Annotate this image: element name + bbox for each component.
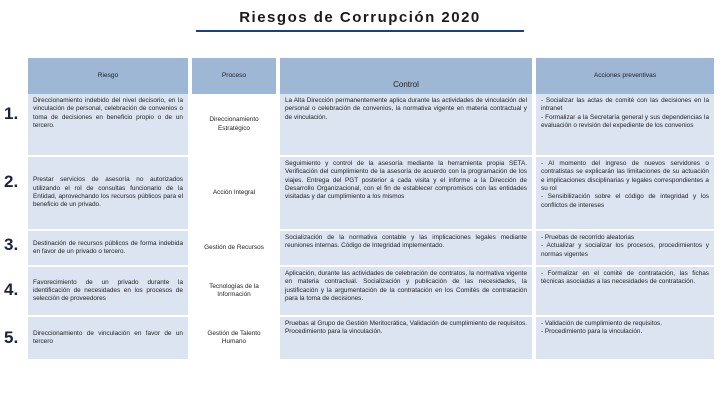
riesgo-cell: Favorecimiento de un privado durante la identificación de necesidades en los procesos de selección de proveedores [28, 266, 188, 316]
title-underline [196, 30, 524, 32]
header-riesgo: Riesgo [28, 58, 188, 94]
table-row [28, 94, 714, 156]
control-cell: Seguimiento y control de la asesoría mediante la herramienta propia SETA. Verificación del cumplimiento de la asesoría de acuerdo con la programación de los viajes. Entrega del PGT posterior a cada visita y el informe a la Dirección de Desarrollo Organizacional, con el fin de establecer compromisos con las entidades visitadas y dar cumplimiento a los mismos [280, 156, 532, 230]
riesgo-cell: Direccionamiento indebido del nivel decisorio, en la vinculación de personal, celebración de convenios o toma de decisiones en beneficio propio o de un tercero. [28, 94, 188, 156]
header-control: Control [280, 58, 532, 94]
row-number-5: 5. [4, 328, 19, 347]
acciones-cell: - Pruebas de recorrido aleatorias - Actualizar y socializar los procesos, procedimientos y normas vigentes [536, 230, 714, 266]
row-number-4: 4. [4, 280, 19, 299]
acciones-cell: - Socializar las actas de comité con las decisiones en la intranet - Formalizar a la Secretaría general y sus dependencias la evaluación o revisión del expediente de los convenios [536, 94, 714, 156]
proceso-cell: Acción Integral [192, 156, 276, 230]
risk-table [28, 58, 714, 361]
table-row [28, 156, 714, 230]
proceso-cell: Gestión de Recursos [192, 230, 276, 266]
control-cell: La Alta Dirección permanentemente aplica durante las actividades de vinculación del personal o celebración de convenios, la normativa vigente en materia contractual y de vinculación. [280, 94, 532, 156]
control-cell: Aplicación, durante las actividades de celebración de contratos, la normativa vigente en materia contractual. Socialización y publicación de las necesidades, la justificación y la argumentación de la contratación en los Comités de contratación para la toma de decisiones. [280, 266, 532, 316]
acciones-cell: - Formalizar en el comité de contratación, las fichas técnicas asociadas a las necesidades de contratación. [536, 266, 714, 316]
riesgo-cell: Destinación de recursos públicos de forma indebida en favor de un privado o tercero. [28, 230, 188, 266]
row-number-3: 3. [4, 235, 19, 254]
table-row [28, 316, 714, 360]
proceso-cell: Gestión de Talento Humano [192, 316, 276, 360]
riesgo-cell: Prestar servicios de asesoría no autorizados utilizando el rol de consultas funcionario de la Entidad, aprovechando los recursos públicos para el beneficio de un privado. [28, 156, 188, 230]
riesgo-cell: Direccionamiento de vinculación en favor de un tercero [28, 316, 188, 360]
table-row [28, 230, 714, 266]
acciones-cell: - Al momento del ingreso de nuevos servidores o contratistas se explicarán las limitaciones de su actuación e implicaciones disciplinarias y legales correspondientes a su rol - Sensibilización sobre el código de integridad y los conflictos de intereses [536, 156, 714, 230]
control-cell: Pruebas al Grupo de Gestión Meritocrática, Validación de cumplimiento de requisitos. Procedimiento para la vinculación. [280, 316, 532, 360]
header-proceso: Proceso [192, 58, 276, 94]
proceso-cell: Direccionamiento Estratégico [192, 94, 276, 156]
control-cell: Socialización de la normativa contable y las implicaciones legales mediante reuniones internas. Código de Integridad implementado. [280, 230, 532, 266]
acciones-cell: - Validación de cumplimiento de requisitos. - Procedimiento para la vinculación. [536, 316, 714, 360]
table-row [28, 266, 714, 316]
row-number-2: 2. [4, 172, 19, 191]
page-title: Riesgos de Corrupción 2020 [239, 9, 481, 26]
proceso-cell: Tecnologías de la Información [192, 266, 276, 316]
row-number-1: 1. [4, 104, 19, 123]
header-acciones: Acciones preventivas [536, 58, 714, 94]
